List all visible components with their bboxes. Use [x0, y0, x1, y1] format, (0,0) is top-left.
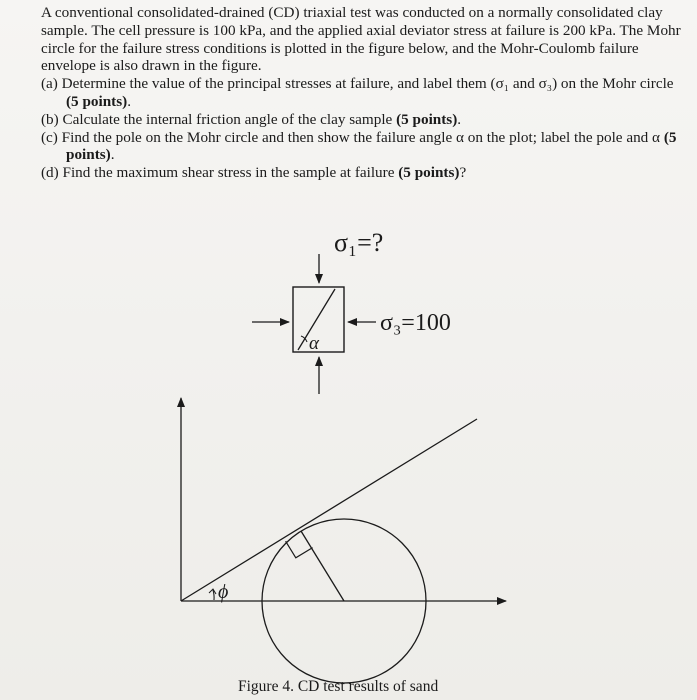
question-b-text: (b) Calculate the internal friction angle of the clay sample	[41, 110, 393, 128]
question-d-points: (5 points)	[398, 164, 460, 182]
question-b-suffix: .	[457, 110, 462, 128]
question-d-suffix: ?	[459, 164, 467, 182]
phi-label: ϕ	[218, 581, 229, 603]
question-b-points: (5 points)	[396, 110, 458, 128]
figure-caption: Figure 4. CD test results of sand	[238, 678, 439, 695]
alpha-label: α	[309, 333, 319, 354]
question-c-points: (5 points)	[66, 128, 677, 164]
radius-to-tangent-point	[301, 531, 344, 601]
failure-envelope-line	[181, 419, 477, 601]
sigma3-label: σ₃=100	[380, 310, 451, 336]
question-a-text: (a) Determine the value of the principal stresses at failure, and label them (σ₁ and σ₃) on the Mohr circle	[41, 75, 674, 93]
question-d-text: (d) Find the maximum shear stress in the sample at failure	[41, 164, 395, 182]
question-a-suffix: .	[127, 92, 131, 110]
stress-element-diagram	[252, 228, 451, 394]
mohr-diagram	[181, 398, 506, 683]
question-c-text: (c) Find the pole on the Mohr circle and then show the failure angle α on the plot; label the pole and α	[41, 128, 661, 146]
sigma1-label: σ₁=?	[334, 228, 384, 257]
phi-arc-arrowhead	[209, 589, 216, 594]
problem-intro: A conventional consolidated-drained (CD) triaxial test was conducted on a normally consolidated clay sample. The cell pressure is 100 kPa, and the applied axial deviator stress at failure is 200 kPa. The Mohr circle for the failure stress conditions is plotted in the figure below, and the Mohr-Coulomb failure envelope is also drawn in the figure.	[41, 4, 681, 75]
question-c-suffix: .	[110, 146, 115, 164]
question-a-points: (5 points)	[66, 92, 128, 110]
